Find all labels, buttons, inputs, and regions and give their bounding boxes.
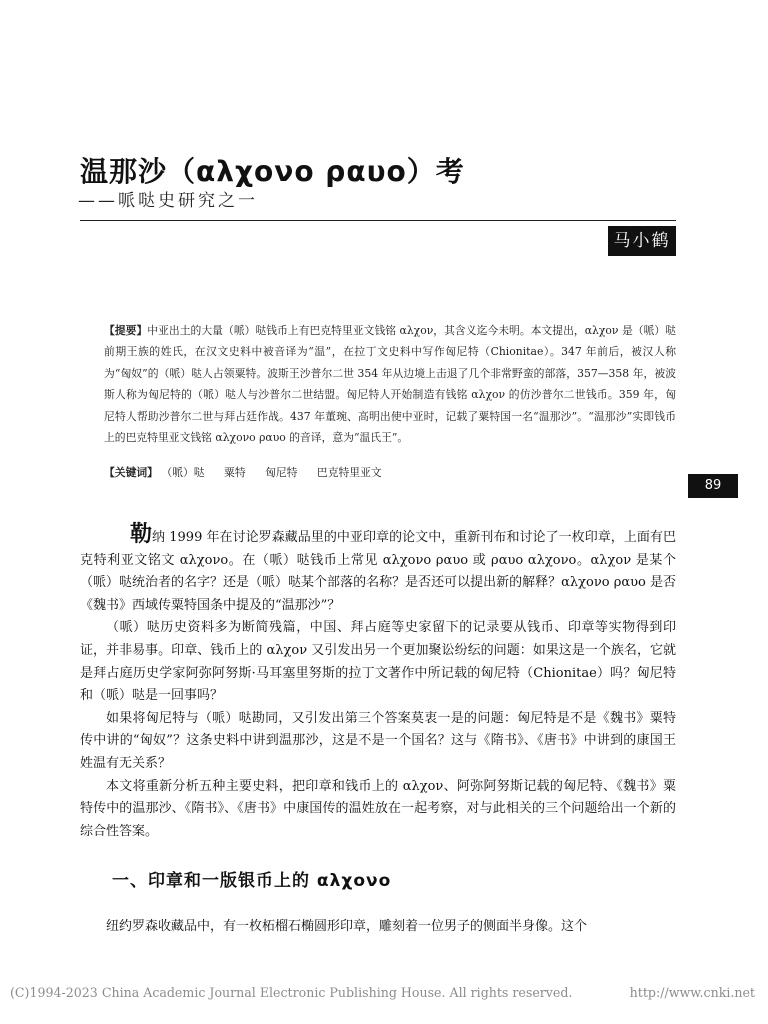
section-body-text: [80, 916, 676, 939]
title-divider: [80, 220, 676, 221]
drop-cap: 勒: [130, 522, 153, 547]
body-paragraph: （哌）哒历史资料多为断简残篇，中国、拜占庭等史家留下的记录要从钱币、印章等实物得到印证，并非易事。印章、钱币上的 αλχον 又引发出另一个更加聚讼纷纭的问题：如果这是一个族名，它就是拜占庭历史学家阿弥阿努斯·马耳塞里努斯的拉丁文著作中所记载的匈尼特（Chionitae）吗？匈尼特和（哌）哒是一回事吗？: [80, 620, 676, 704]
keyword-item: 巴克特里亚文: [316, 466, 382, 479]
abstract-label: 【提要】: [104, 324, 148, 337]
body-paragraph: 如果将匈尼特与（哌）哒勘同，又引发出第三个答案莫衷一是的问题：匈尼特是不是《魏书》粟特传中讲的“匈奴”？这条史料中讲到温那沙，这是不是一个国名？这与《隋书》、《唐书》中讲到的康国王姓温有无关系？: [80, 710, 676, 771]
keyword-item: 匈尼特: [265, 466, 298, 479]
footer: [10, 985, 755, 1000]
body-paragraph: 纽约罗森收藏品中，有一枚柘榴石椭圆形印章，雕刻着一位男子的侧面半身像。这个: [106, 919, 588, 934]
keywords-label: 【关键词】: [104, 466, 158, 479]
author-name: 马小鹤: [608, 226, 676, 256]
article-title: 温那沙（αλχονο ραυο）考: [80, 155, 465, 188]
body-text: [80, 524, 676, 843]
keyword-item: （哌）哒: [161, 466, 205, 479]
section-heading: 一、印章和一版银币上的 αλχονο: [112, 871, 392, 891]
body-paragraph: 本文将重新分析五种主要史料，把印章和钱币上的 αλχον、阿弥阿努斯记载的匈尼特、《魏书》粟特传中的温那沙、《隋书》、《唐书》中康国传的温姓放在一起考察，对与此相关的三个问题给出一个新的综合性答案。: [80, 778, 676, 839]
footer-url[interactable]: http://www.cnki.net: [629, 985, 755, 1000]
abstract: [104, 320, 676, 448]
page-number: 89: [688, 474, 738, 498]
abstract-text: 中亚出土的大量（哌）哒钱币上有巴克特里亚文钱铭 αλχον，其含义迄今未明。本文提出，αλχον 是（哌）哒前期王族的姓氏，在汉文史料中被音译为“温”，在拉丁文史料中写作匈尼特（Chionitae）。347 年前后，被汉人称为“匈奴”的（哌）哒人占领粟特。波斯王沙普尔二世 354 年从边境上击退了几个非常野蛮的部落，357—358 年，被波斯人称为匈尼特的（哌）哒人与沙普尔二世结盟。匈尼特人开始制造有钱铭 αλχον 的仿沙普尔二世钱币。359 年，匈尼特人帮助沙普尔二世与拜占廷作战。437 年董琬、高明出使中亚时，记载了粟特国一名“温那沙”。“温那沙”实即钱币上的巴克特里亚文钱铭 αλχονο ραυο 的音译，意为“温氏王”。: [104, 324, 677, 445]
article-subtitle: ——哌哒史研究之一: [78, 191, 258, 211]
copyright-notice: (C)1994-2023 China Academic Journal Electronic Publishing House. All rights reserved.: [10, 985, 573, 1000]
body-paragraph: 勒纳 1999 年在讨论罗森藏品里的中亚印章的论文中，重新刊布和讨论了一枚印章，上面有巴克特利亚文铭文 αλχονο。在（哌）哒钱币上常见 αλχονο ραυο 或 ραυο αλχονο。αλχον 是某个（哌）哒统治者的名字？还是（哌）哒某个部落的名称？是否还可以提出新的解释？αλχονο ραυο 是否《魏书》西域传粟特国条中提及的“温那沙”？: [80, 522, 676, 613]
keyword-item: 粟特: [224, 466, 246, 479]
keywords: [104, 462, 676, 483]
